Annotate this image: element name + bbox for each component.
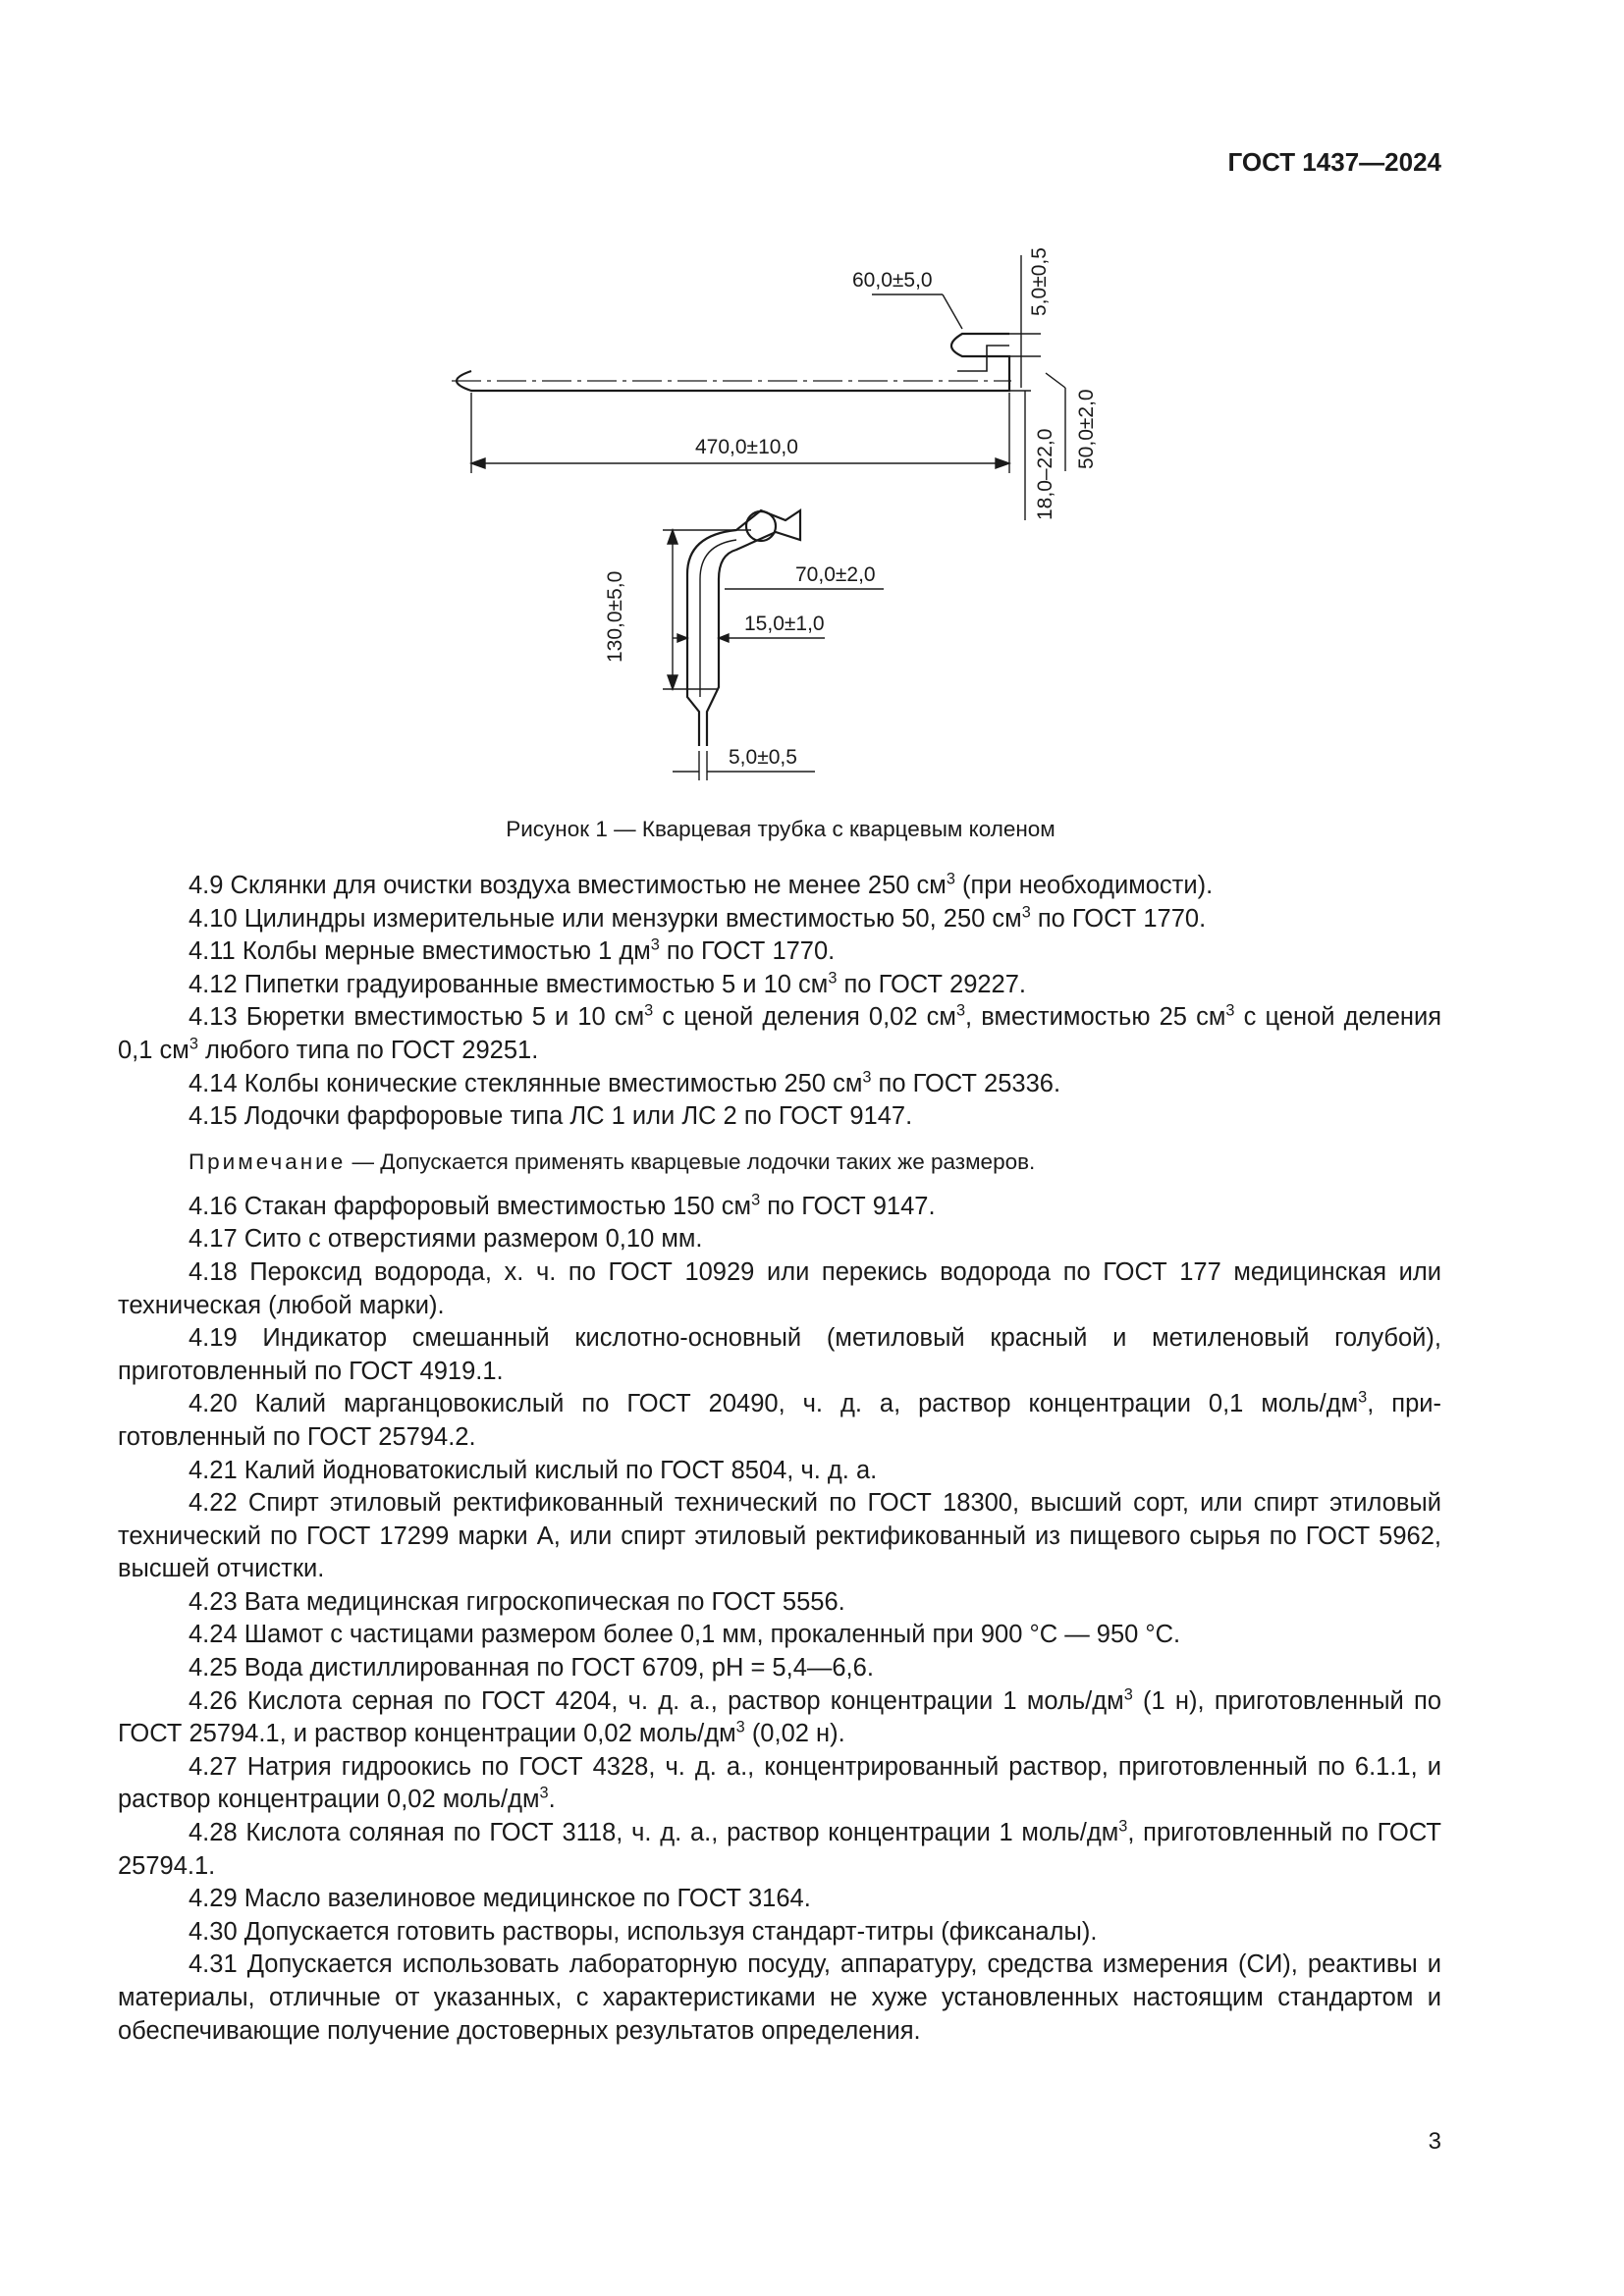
document-id: ГОСТ 1437—2024 xyxy=(1227,147,1441,177)
item-number: 4.21 xyxy=(189,1456,238,1484)
dim-5-top: 5,0±0,5 xyxy=(1028,247,1051,316)
list-item xyxy=(118,1455,1441,1488)
superscript: 3 xyxy=(1021,903,1031,922)
list-item xyxy=(118,1068,1441,1101)
list-item xyxy=(118,1685,1441,1751)
item-text: Калий марганцовокислый по ГОСТ 20490, ч. д. а, раствор концентрации 0,1 моль/дм xyxy=(254,1390,1359,1418)
superscript: 3 xyxy=(644,1001,654,1020)
item-text: Пероксид водорода, х. ч. по ГОСТ 10929 или перекись водорода по ГОСТ 177 медицинская или техническая (любой марки). xyxy=(118,1257,1441,1319)
item-text: (0,02 н). xyxy=(744,1720,845,1748)
item-number: 4.15 xyxy=(189,1102,238,1131)
list-item xyxy=(118,1751,1441,1817)
list-item xyxy=(118,1883,1441,1916)
list-item xyxy=(118,1487,1441,1586)
item-number: 4.29 xyxy=(189,1885,238,1913)
tube-inner-bend xyxy=(957,346,1009,371)
list-item xyxy=(118,870,1441,903)
list-item xyxy=(118,1949,1441,2048)
note xyxy=(118,1148,1441,1177)
item-number: 4.11 xyxy=(189,937,236,966)
dim-470: 470,0±10,0 xyxy=(695,436,798,458)
item-text: , приготовленный по ГОСТ 25794.1. xyxy=(118,1819,1441,1880)
item-text: Вода дистиллированная по ГОСТ 6709, рН = 5,4—6,6. xyxy=(244,1654,874,1682)
tube-outline xyxy=(457,334,1009,391)
item-text: Склянки для очистки воздуха вместимостью не менее 250 см xyxy=(230,872,947,899)
list-item xyxy=(118,903,1441,936)
item-number: 4.23 xyxy=(189,1587,238,1616)
figure-quartz-tube xyxy=(412,216,1139,805)
item-number: 4.16 xyxy=(189,1192,238,1220)
item-text: Калий йодноватокислый кислый по ГОСТ 8504, ч. д. а. xyxy=(244,1456,878,1484)
page-number: 3 xyxy=(1428,2128,1441,2155)
dim-70: 70,0±2,0 xyxy=(795,563,876,586)
item-text: Масло вазелиновое медицинское по ГОСТ 3164. xyxy=(244,1885,811,1913)
superscript: 3 xyxy=(955,1001,966,1020)
superscript: 3 xyxy=(539,1784,549,1802)
item-text: , приготовленный по ГОСТ 25794.2. xyxy=(118,1390,1442,1451)
dim-60: 60,0±5,0 xyxy=(852,269,933,292)
list-item xyxy=(118,935,1441,969)
list-item xyxy=(118,1322,1441,1388)
item-text: Допускается готовить растворы, используя стандарт-титры (фиксаналы). xyxy=(244,1917,1098,1946)
item-number: 4.12 xyxy=(189,970,238,998)
item-text: по ГОСТ 1770. xyxy=(659,937,836,966)
item-number: 4.13 xyxy=(189,1003,238,1032)
figure-caption: Рисунок 1 — Кварцевая трубка с кварцевым коленом xyxy=(506,817,1056,841)
item-number: 4.18 xyxy=(189,1257,238,1286)
item-text: любого типа по ГОСТ 29251. xyxy=(197,1036,539,1064)
item-number: 4.17 xyxy=(189,1225,238,1254)
item-text: (1 н), приготовленный по ГОСТ 25794.1, и раствор концентрации 0,02 моль/дм xyxy=(118,1686,1442,1748)
list-item xyxy=(118,1619,1441,1652)
note-label: Примечание xyxy=(189,1148,347,1174)
item-number: 4.28 xyxy=(189,1819,238,1847)
list-item xyxy=(118,969,1441,1002)
item-text: Кислота серная по ГОСТ 4204, ч. д. а., раствор концентрации 1 моль/дм xyxy=(246,1686,1124,1715)
list-item xyxy=(118,1817,1441,1883)
superscript: 3 xyxy=(1225,1001,1235,1020)
superscript: 3 xyxy=(189,1035,198,1053)
superscript: 3 xyxy=(828,969,838,988)
item-text: Спирт этиловый ректификованный технический по ГОСТ 18300, высший сорт, или спирт этиловый технический по ГОСТ 17299 марки А, или спирт этиловый ректификованный из пищевого сырья по ГОСТ 5962, высшей отчистки. xyxy=(118,1489,1441,1583)
item-number: 4.24 xyxy=(189,1621,238,1649)
superscript: 3 xyxy=(650,935,660,954)
item-text: (при необходимости). xyxy=(954,872,1214,899)
list-item xyxy=(118,1586,1441,1620)
item-number: 4.26 xyxy=(189,1686,238,1715)
dim-5-bottom: 5,0±0,5 xyxy=(729,746,797,769)
list-item xyxy=(118,1191,1441,1224)
dim-50: 50,0±2,0 xyxy=(1075,389,1098,469)
item-text: , вместимостью 25 см xyxy=(965,1003,1226,1032)
item-text: с ценой деления 0,1 см xyxy=(118,1003,1442,1064)
superscript: 3 xyxy=(751,1191,761,1209)
item-number: 4.9 xyxy=(189,872,224,899)
item-text: . xyxy=(548,1786,556,1814)
item-text: Лодочки фарфоровые типа ЛС 1 или ЛС 2 по ГОСТ 9147. xyxy=(244,1102,913,1131)
list-item xyxy=(118,1652,1441,1685)
item-text: Натрия гидроокись по ГОСТ 4328, ч. д. а., концентрированный раствор, приготовленный по 6.1.1, и раствор концентрации 0,02 моль/дм xyxy=(118,1752,1441,1814)
items-list xyxy=(118,870,1441,2048)
item-number: 4.10 xyxy=(189,904,238,933)
item-text: Цилиндры измерительные или мензурки вместимостью 50, 250 см xyxy=(244,904,1022,933)
item-text: Колбы мерные вместимостью 1 дм xyxy=(242,937,651,966)
item-number: 4.14 xyxy=(189,1069,238,1097)
item-number: 4.22 xyxy=(189,1489,238,1518)
list-item xyxy=(118,1916,1441,1949)
superscript: 3 xyxy=(735,1718,745,1736)
item-number: 4.19 xyxy=(189,1324,238,1353)
dim-18-22: 18,0–22,0 xyxy=(1034,428,1056,520)
item-number: 4.25 xyxy=(189,1654,238,1682)
item-number: 4.31 xyxy=(189,1950,238,1979)
dim-130: 130,0±5,0 xyxy=(604,570,626,663)
item-text: по ГОСТ 29227. xyxy=(837,970,1027,998)
item-text: Сито с отверстиями размером 0,10 мм. xyxy=(244,1225,703,1254)
note-text: — Допускается применять кварцевые лодочки таких же размеров. xyxy=(346,1148,1036,1174)
item-text: Бюретки вместимостью 5 и 10 см xyxy=(245,1003,645,1032)
item-text: Колбы конические стеклянные вместимостью 250 см xyxy=(244,1069,863,1097)
dim-15: 15,0±1,0 xyxy=(744,613,825,635)
list-item xyxy=(118,1388,1441,1454)
list-item xyxy=(118,1001,1441,1067)
item-text: Стакан фарфоровый вместимостью 150 см xyxy=(244,1192,752,1220)
list-item xyxy=(118,1223,1441,1256)
list-item xyxy=(118,1100,1441,1134)
item-text: Индикатор смешанный кислотно-основный (метиловый красный и метиленовый голубой), приготовленный по ГОСТ 4919.1. xyxy=(118,1324,1441,1385)
superscript: 3 xyxy=(1358,1388,1368,1407)
item-text: Шамот с частицами размером более 0,1 мм, прокаленный при 900 °С — 950 °С. xyxy=(244,1621,1181,1649)
knee-ball xyxy=(746,511,776,541)
superscript: 3 xyxy=(1123,1685,1133,1704)
item-text: Пипетки градуированные вместимостью 5 и 10 см xyxy=(244,970,829,998)
item-text: с ценой деления 0,02 см xyxy=(653,1003,956,1032)
list-item xyxy=(118,1256,1441,1322)
superscript: 3 xyxy=(1118,1817,1128,1836)
item-text: Вата медицинская гигроскопическая по ГОСТ 5556. xyxy=(244,1587,845,1616)
item-number: 4.20 xyxy=(189,1390,238,1418)
item-text: по ГОСТ 9147. xyxy=(760,1192,936,1220)
item-text: Допускается использовать лабораторную посуду, аппаратуру, средства измерения (СИ), реактивы и материалы, отличные от указанных, с характеристиками не хуже установленных настоящим стандартом и обеспечивающие получение достоверных результатов определения. xyxy=(118,1950,1441,2045)
superscript: 3 xyxy=(862,1068,872,1087)
superscript: 3 xyxy=(946,870,955,888)
item-text: Кислота соляная по ГОСТ 3118, ч. д. а., раствор концентрации 1 моль/дм xyxy=(245,1819,1119,1847)
item-number: 4.27 xyxy=(189,1752,238,1781)
item-text: по ГОСТ 1770. xyxy=(1030,904,1207,933)
item-number: 4.30 xyxy=(189,1917,238,1946)
item-text: по ГОСТ 25336. xyxy=(871,1069,1061,1097)
